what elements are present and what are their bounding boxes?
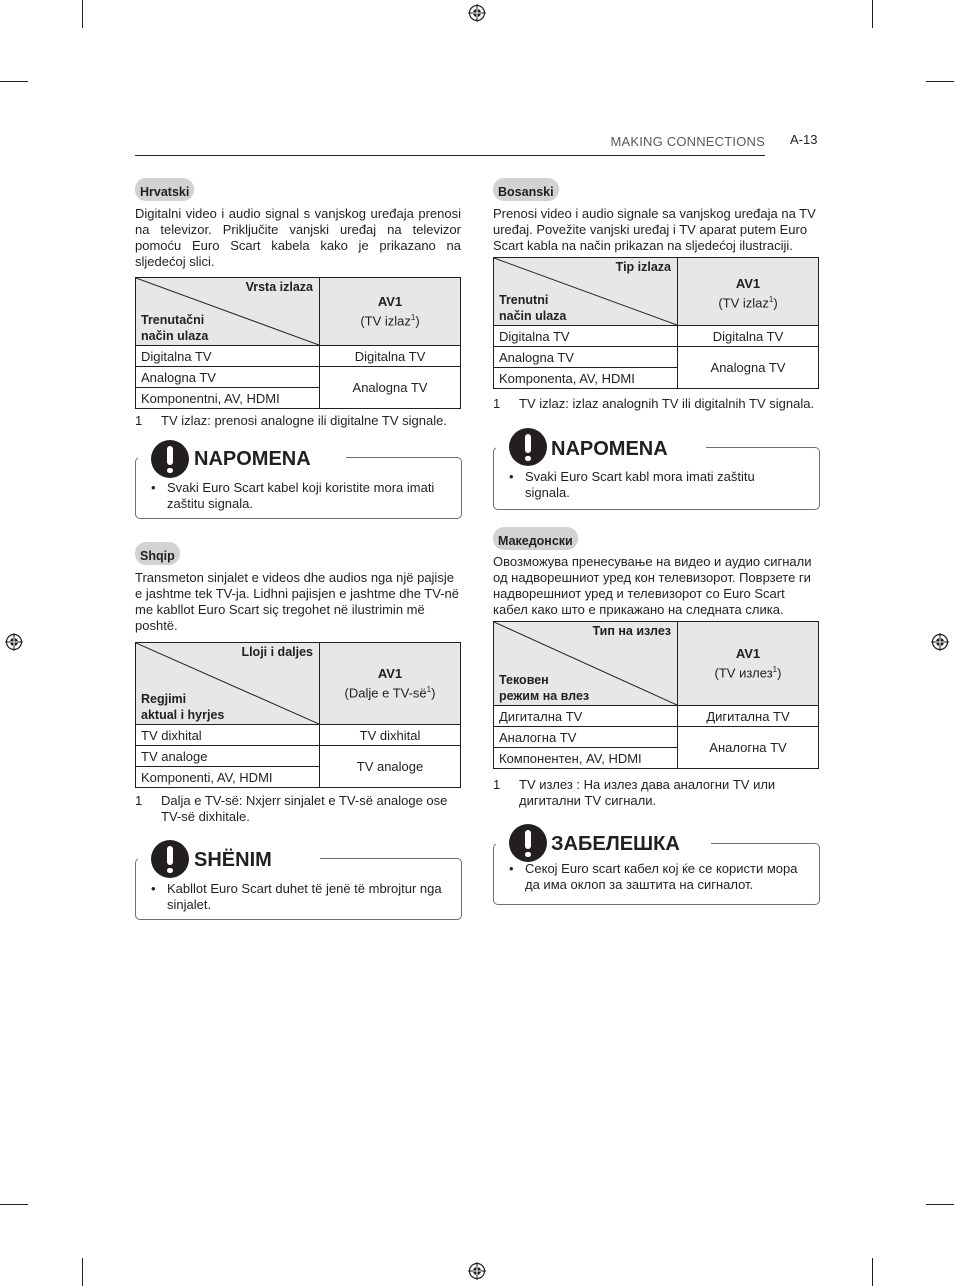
note-text: Секој Euro scart кабел кој ќе се користи мора да има оклоп за заштита на сигналот.: [525, 861, 798, 892]
table-header-diagonal: [136, 643, 320, 725]
note-text: Svaki Euro Scart kabel koji koristite mora imati zaštitu signala.: [167, 480, 435, 511]
table-row: TV analoge TV analoge: [136, 746, 461, 767]
connection-table-hrvatski: [135, 277, 461, 409]
input-mode-label: Trenutni način ulaza: [499, 293, 567, 323]
crop-mark: [926, 1204, 954, 1205]
input-mode-label: Regjimi aktual i hyrjes: [141, 692, 225, 722]
footnote-number: 1: [493, 777, 501, 792]
exclamation-icon: [509, 824, 547, 862]
bullet: •: [509, 861, 514, 876]
note-text: Kabllot Euro Scart duhet të jenë të mbrojtur nga sinjalet.: [167, 881, 442, 912]
footnote-bosanski: TV izlaz: izlaz analognih TV ili digitalnih TV signala.: [519, 396, 815, 411]
table-header-av1: AV1 (TV излез$^1$): [678, 622, 819, 706]
table-row: Аналогна TV Аналогна TV: [494, 727, 819, 748]
exclamation-icon: [151, 440, 189, 478]
output-type-label: Vrsta izlaza: [245, 280, 313, 294]
table-row: Digitalna TV Digitalna TV: [494, 326, 819, 347]
table-header-diagonal: [136, 278, 320, 346]
table-row: TV dixhital TV dixhital: [136, 725, 461, 746]
crop-mark: [872, 1258, 873, 1286]
table-row: Дигитална TV Дигитална TV: [494, 706, 819, 727]
connection-table-makedonski: [493, 621, 819, 769]
crop-mark: [0, 81, 28, 82]
exclamation-icon: [151, 840, 189, 878]
connection-table-bosanski: [493, 257, 819, 389]
output-type-label: Tip izlaza: [615, 260, 671, 274]
crop-mark: [82, 0, 83, 28]
output-type-label: Тип на излез: [592, 624, 671, 638]
intro-text-bosanski: Prenosi video i audio signale sa vanjskog uređaja na TV uređaj. Povežite vanjski uređaj i TV aparat putem Euro Scart kabla na način prikazan na sljedećoj ilustraciji.: [493, 206, 816, 253]
page-number: A-13: [790, 132, 818, 147]
language-tag-shqip: Shqip: [135, 542, 180, 565]
note-title: ЗАБЕЛЕШКА: [549, 833, 684, 856]
header-rule: [135, 155, 765, 156]
section-header: MAKING CONNECTIONS: [610, 134, 765, 149]
table-header-av1: AV1 (Dalje e $TV-së^1$): [320, 643, 461, 725]
bullet: •: [151, 881, 156, 896]
registration-mark-icon: [468, 1262, 486, 1280]
footnote-hrvatski: TV izlaz: prenosi analogne ili digitalne TV signale.: [161, 413, 447, 428]
exclamation-icon: [509, 428, 547, 466]
language-tag-makedonski: Македонски: [493, 527, 578, 550]
table-header-diagonal: [494, 622, 678, 706]
footnote-makedonski: TV излез : На излез дава аналогни TV или дигитални TV сигнали.: [519, 777, 776, 808]
table-row: Komponentni, AV, HDMI: [136, 388, 461, 409]
intro-text-makedonski: Овозможува пренесување на видео и аудио сигнали од надворешниот уред кон телевизорот. Поврзете ги надворешниот уред и телевизорот со Euro Scart кабел како што е прикажано на следната слика.: [493, 554, 812, 617]
footnote-number: 1: [135, 413, 143, 428]
crop-mark: [82, 1258, 83, 1286]
note-title: SHËNIM: [192, 849, 276, 872]
table-header-av1: AV1 (TV izlaz$^1$): [678, 258, 819, 326]
note-title: NAPOMENA: [549, 438, 672, 461]
input-mode-label: Тековен режим на влез: [499, 673, 590, 703]
table-row: Компонентен, AV, HDMI: [494, 748, 819, 769]
connection-table-shqip: [135, 642, 461, 788]
crop-mark: [872, 0, 873, 28]
table-row: Komponenta, AV, HDMI: [494, 368, 819, 389]
registration-mark-icon: [5, 633, 23, 651]
table-row: Komponenti, AV, HDMI: [136, 767, 461, 788]
footnote-number: 1: [135, 793, 143, 808]
language-tag-hrvatski: Hrvatski: [135, 178, 194, 201]
footnote-number: 1: [493, 396, 501, 411]
table-header-av1: AV1 (TV izlaz$^1$): [320, 278, 461, 346]
registration-mark-icon: [468, 4, 486, 22]
table-row: Analogna TV Analogna TV: [494, 347, 819, 368]
input-mode-label: Trenutačni način ulaza: [141, 313, 209, 343]
crop-mark: [926, 81, 954, 82]
note-title: NAPOMENA: [192, 448, 315, 471]
table-row: Digitalna TV Digitalna TV: [136, 346, 461, 367]
registration-mark-icon: [931, 633, 949, 651]
table-header-diagonal: [494, 258, 678, 326]
output-type-label: Lloji i daljes: [241, 645, 313, 659]
language-tag-bosanski: Bosanski: [493, 178, 559, 201]
bullet: •: [151, 480, 156, 495]
footnote-shqip: Dalja e TV-së: Nxjerr sinjalet e TV-së analoge ose TV-së dixhitale.: [161, 793, 448, 824]
crop-mark: [0, 1204, 28, 1205]
intro-text-shqip: Transmeton sinjalet e videos dhe audios nga një pajisje e jashtme tek TV-ja. Lidhni pajisjen e jashtme dhe TV-në me kabllot Euro Scart siç tregohet në ilustrimin më poshtë.: [135, 570, 459, 633]
intro-text-hrvatski: Digitalni video i audio signal s vanjskog uređaja prenosi na televizor. Priključite vanjski uređaj na televizor pomoću Euro Scart kabela kako je prikazano na sljedećoj slici.: [135, 206, 461, 269]
note-text: Svaki Euro Scart kabl mora imati zaštitu signala.: [525, 469, 755, 500]
table-row: Analogna TV Analogna TV: [136, 367, 461, 388]
bullet: •: [509, 469, 514, 484]
